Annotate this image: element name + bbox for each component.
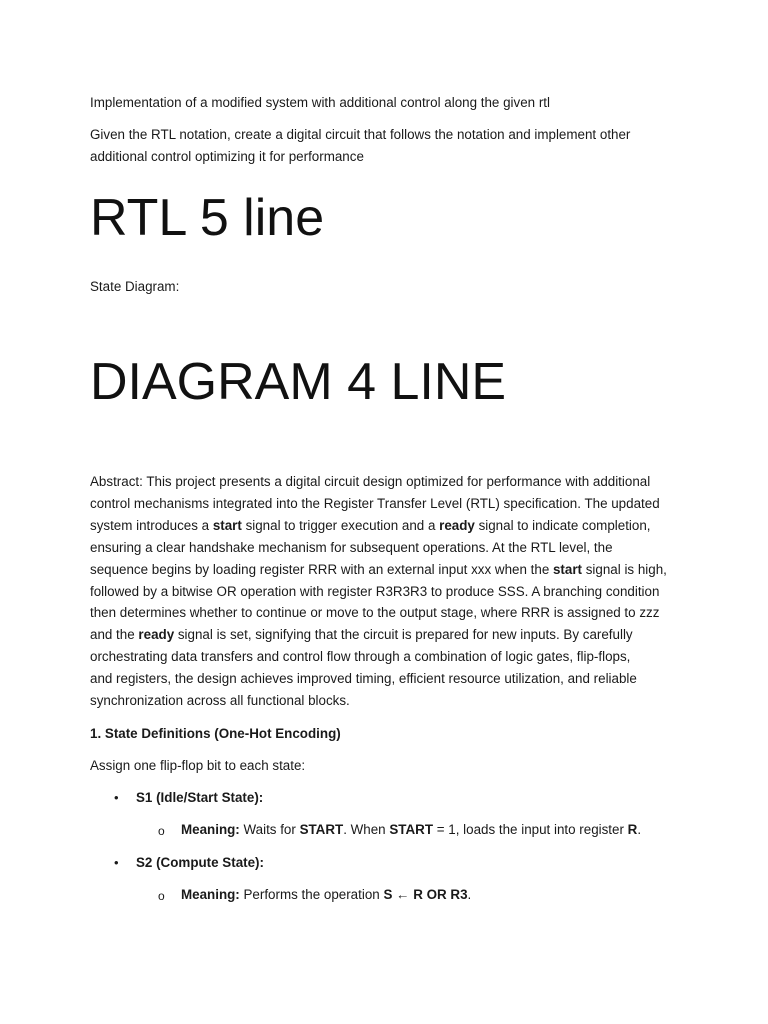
- text-run: .: [637, 822, 642, 837]
- s2-label: S2 (Compute State):: [136, 855, 264, 870]
- abstract-line: [90, 602, 659, 624]
- abstract-line: [90, 690, 350, 712]
- intro-line: Implementation of a modified system with additional control along the given rtl: [90, 95, 550, 110]
- rtl-heading: RTL 5 line: [90, 189, 325, 247]
- text-run: synchronization across all functional blocks.: [90, 693, 350, 708]
- text-run: signal to indicate completion,: [474, 517, 651, 533]
- abstract-line: [90, 668, 637, 690]
- assign-line: Assign one flip-flop bit to each state:: [90, 758, 306, 773]
- abstract-line: [90, 624, 633, 646]
- abstract-line: [90, 537, 613, 559]
- text-run: control mechanisms integrated into the Register Transfer Level (RTL) specification. The updated: [90, 495, 660, 511]
- text-run: .: [467, 887, 472, 902]
- text-run: then determines whether to continue or move to the output stage, where RRR is assigned to zzz: [90, 605, 660, 621]
- text-run: signal is high,: [582, 561, 667, 577]
- text-run: system introduces a: [90, 517, 213, 533]
- bold-text: R: [627, 822, 638, 837]
- bold-text: ready: [439, 517, 475, 533]
- text-run: sequence begins by loading register RRR with an external input xxx when the: [90, 561, 553, 577]
- text-run: = 1, loads the input into register: [433, 822, 628, 837]
- state-diagram-label: State Diagram:: [90, 279, 180, 294]
- bold-text: START: [389, 822, 433, 837]
- abstract-line: [90, 471, 650, 493]
- abstract-line: [90, 559, 667, 581]
- text-run: signal is set, signifying that the circuit is prepared for new inputs. By carefully: [174, 627, 633, 643]
- text-run: Waits for: [239, 822, 300, 837]
- bullet-icon: •: [114, 790, 119, 805]
- text-run: and registers, the design achieves improved timing, efficient resource utilization, and reliable: [90, 671, 637, 687]
- s2-meaning: [181, 885, 471, 905]
- section-heading: 1. State Definitions (One-Hot Encoding): [90, 726, 341, 741]
- text-run: ensuring a clear handshake mechanism for subsequent operations. At the RTL level, the: [90, 539, 613, 555]
- abstract-line: [90, 646, 630, 668]
- bold-text: Meaning:: [181, 887, 240, 902]
- task-line-1: Given the RTL notation, create a digital circuit that follows the notation and implement other: [90, 127, 631, 142]
- bold-text: start: [552, 561, 583, 577]
- s1-meaning: [181, 820, 641, 840]
- bold-text: start: [212, 517, 242, 533]
- text-run: followed by a bitwise OR operation with register R3R3R3 to produce SSS. A branching condition: [90, 583, 660, 599]
- bold-text: START: [299, 822, 344, 837]
- text-run: Performs the operation: [239, 887, 384, 902]
- abstract-line: [90, 493, 660, 515]
- text-run: Abstract: This project presents a digital circuit design optimized for performance with additional: [90, 474, 651, 489]
- text-run: . When: [343, 822, 390, 837]
- sub-bullet-icon: o: [158, 889, 165, 903]
- bold-text: S ← R OR R3: [383, 887, 468, 902]
- s1-label: S1 (Idle/Start State):: [136, 790, 264, 805]
- text-run: and the: [90, 627, 139, 643]
- text-run: orchestrating data transfers and control flow through a combination of logic gates, flip-flops,: [90, 649, 631, 665]
- diagram-heading: DIAGRAM 4 LINE: [90, 353, 507, 411]
- task-line-2: additional control optimizing it for performance: [90, 149, 364, 164]
- bold-text: Meaning:: [181, 822, 240, 837]
- sub-bullet-icon: o: [158, 824, 165, 838]
- text-run: signal to trigger execution and a: [241, 517, 440, 533]
- bold-text: ready: [138, 627, 175, 643]
- abstract-line: [90, 515, 651, 537]
- bullet-icon: •: [114, 855, 119, 870]
- abstract-line: [90, 581, 659, 603]
